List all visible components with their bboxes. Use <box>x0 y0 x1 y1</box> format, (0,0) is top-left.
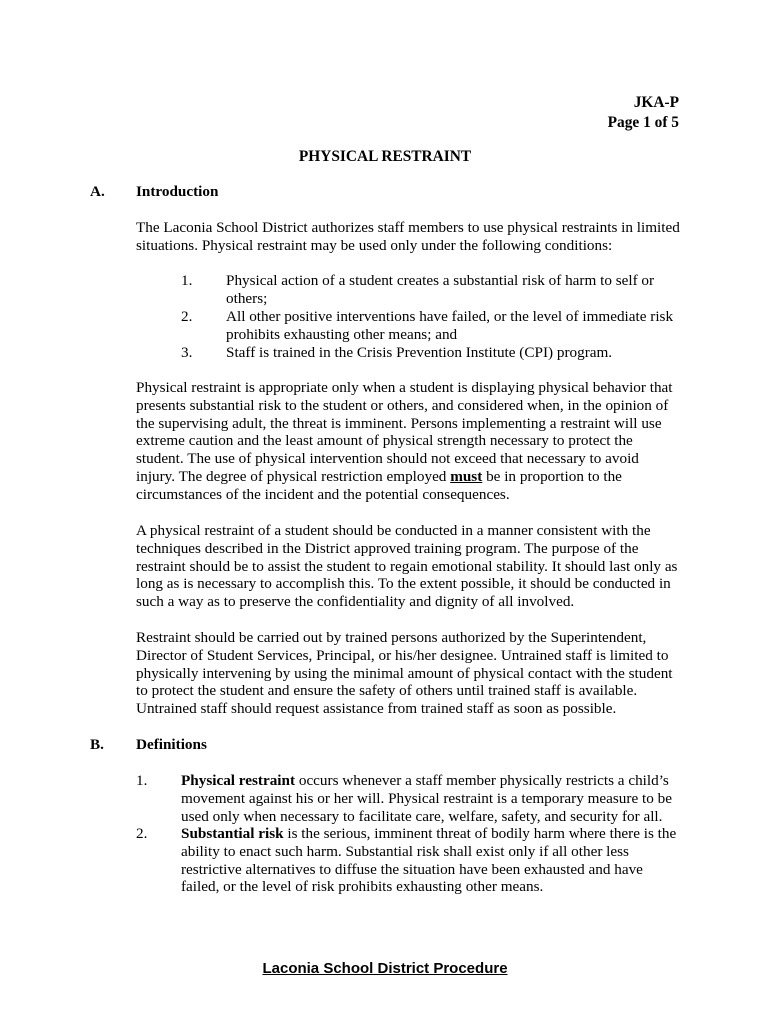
condition-line: Staff is trained in the Crisis Prevention Institute (CPI) program. <box>226 344 613 361</box>
paragraph-text: be in proportion to the <box>482 467 622 485</box>
restraint-appropriateness-paragraph <box>136 379 673 504</box>
condition-item <box>226 272 654 308</box>
paragraph-line: student. The use of physical intervention should not exceed that necessary to avoid <box>136 450 639 468</box>
paragraph-line: long as is necessary to accomplish this. To the extent possible, it should be conducted in <box>136 575 671 593</box>
section-a-letter: A. <box>90 183 105 200</box>
paragraph-line: restraint should be to assist the student to regain emotional stability. It should last only as <box>136 557 678 575</box>
condition-number: 2. <box>181 308 193 325</box>
paragraph-line: techniques described in the District approved training program. The purpose of the <box>136 539 639 557</box>
definition-line: failed, or the level of risk prohibits exhausting other means. <box>181 878 544 896</box>
definition-text: occurs whenever a staff member physically restricts a child’s <box>295 772 669 789</box>
paragraph-line: extreme caution and the least amount of physical strength necessary to protect the <box>136 432 633 450</box>
definition-number: 2. <box>136 825 148 842</box>
paragraph-line: Untrained staff should request assistance from trained staff as soon as possible. <box>136 700 617 718</box>
paragraph-line: physically intervening by using the minimal amount of physical contact with the student <box>136 664 673 682</box>
policy-code: JKA-P <box>633 94 679 111</box>
intro-paragraph <box>136 219 680 255</box>
definition-line: movement against his or her will. Physical restraint is a temporary measure to be <box>181 789 672 807</box>
definition-line: restrictive alternatives to diffuse the situation have been exhausted and have <box>181 860 643 878</box>
document-footer: Laconia School District Procedure <box>262 960 508 977</box>
paragraph-line: circumstances of the incident and the potential consequences. <box>136 485 510 503</box>
condition-number: 3. <box>181 344 193 361</box>
document-header <box>608 93 679 133</box>
paragraph-line: Director of Student Services, Principal, or his/her designee. Untrained staff is limited to <box>136 646 669 664</box>
condition-number: 1. <box>181 272 193 289</box>
condition-line: prohibits exhausting other means; and <box>226 325 458 343</box>
training-technique-paragraph <box>136 522 677 611</box>
emphasis-must: must <box>450 467 483 485</box>
paragraph-line: such a way as to preserve the confidentiality and dignity of all involved. <box>136 593 575 611</box>
intro-line: situations. Physical restraint may be used only under the following conditions: <box>136 236 613 254</box>
condition-item <box>226 344 612 362</box>
definition-term: Physical restraint <box>181 772 296 789</box>
condition-item <box>226 308 673 344</box>
definition-number: 1. <box>136 772 148 789</box>
page-title: PHYSICAL RESTRAINT <box>298 148 472 165</box>
definition-line <box>181 825 676 843</box>
page-number: Page 1 of 5 <box>607 114 679 131</box>
section-a-heading: Introduction <box>136 183 219 200</box>
definition-line <box>181 772 672 790</box>
paragraph-line: Physical restraint is appropriate only when a student is displaying physical behavior that <box>136 379 673 396</box>
paragraph-line: presents substantial risk to the student or others, and considered when, in the opinion of <box>136 396 669 414</box>
condition-line: All other positive interventions have failed, or the level of immediate risk <box>226 308 674 325</box>
paragraph-line <box>136 468 673 486</box>
trained-persons-paragraph <box>136 629 673 718</box>
paragraph-line: A physical restraint of a student should be conducted in a manner consistent with the <box>136 522 651 539</box>
paragraph-text: injury. The degree of physical restriction employed <box>136 467 451 485</box>
intro-line: The Laconia School District authorizes staff members to use physical restraints in limited <box>136 219 680 236</box>
paragraph-line: Restraint should be carried out by trained persons authorized by the Superintendent, <box>136 629 647 646</box>
definition-term: Substantial risk <box>181 825 284 842</box>
definition-item-substantial-risk <box>181 825 676 896</box>
condition-line: Physical action of a student creates a substantial risk of harm to self or <box>226 272 655 289</box>
section-b-heading: Definitions <box>136 736 207 753</box>
section-b-letter: B. <box>90 736 104 753</box>
condition-line: others; <box>226 289 268 307</box>
paragraph-line: to protect the student and ensure the safety of others until trained staff is available. <box>136 682 638 700</box>
definition-text: is the serious, imminent threat of bodily harm where there is the <box>283 825 677 842</box>
definition-line: used only when necessary to facilitate care, welfare, safety, and security for all. <box>181 807 663 825</box>
definition-item-physical-restraint <box>181 772 672 825</box>
definition-line: ability to enact such harm. Substantial risk shall exist only if all other less <box>181 842 629 860</box>
paragraph-line: the supervising adult, the threat is imminent. Persons implementing a restraint will use <box>136 414 662 432</box>
